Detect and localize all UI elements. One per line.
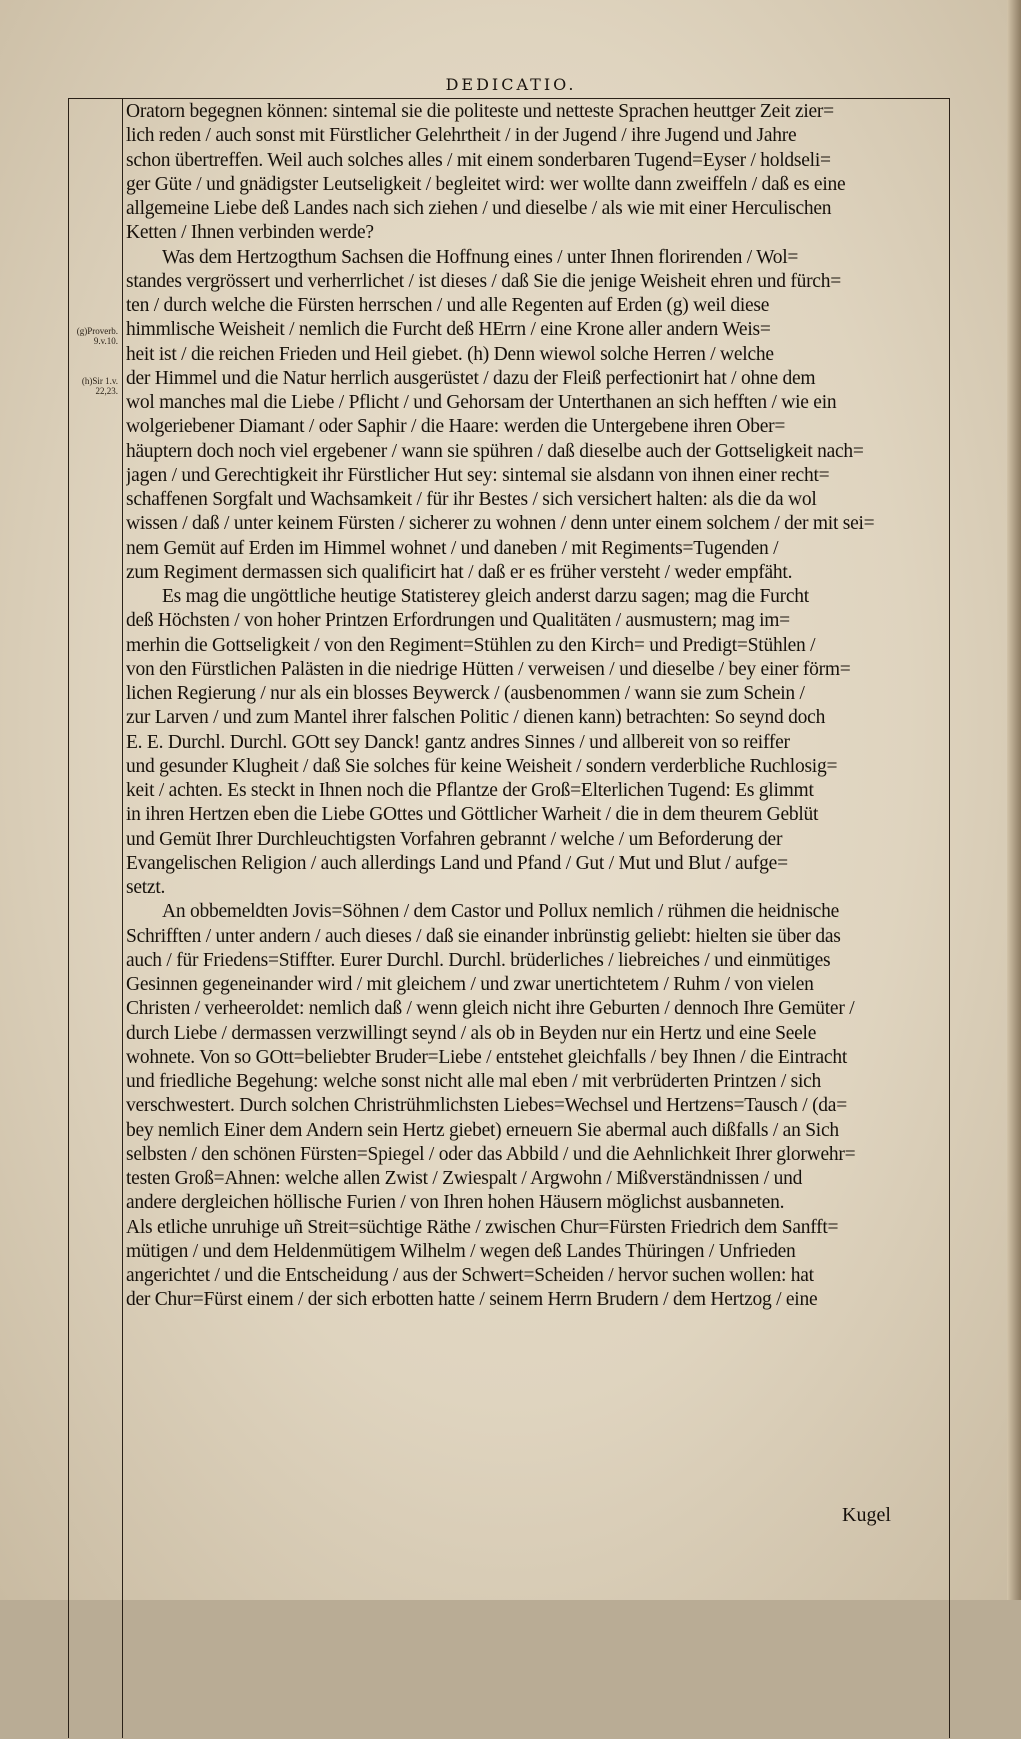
running-header: DEDICATIO. xyxy=(445,75,577,94)
text-line: himmlische Weisheit / nemlich die Furcht deß HErrn / eine Krone aller andern Weis= xyxy=(126,319,771,341)
text-line: und gesunder Klugheit / daß Sie solches für keine Weisheit / sondern verderbliche Ruchlosig= xyxy=(126,755,838,777)
text-line: auch / für Friedens=Stiffter. Eurer Durchl. Durchl. brüderliches / liebreiches / und einmütiges xyxy=(126,949,831,971)
text-line: von den Fürstlichen Palästen in die niedrige Hütten / verweisen / und dieselbe / bey einer förm= xyxy=(126,658,851,680)
text-line: lich reden / auch sonst mit Fürstlicher Gelehrtheit / in der Jugend / ihre Jugend und Jahre xyxy=(126,125,797,147)
text-line: wolgeriebener Diamant / oder Saphir / die Haare: werden die Untergebene ihren Ober= xyxy=(126,416,786,438)
text-line: der Chur=Fürst einem / der sich erbotten hatte / seinem Herrn Brudern / dem Hertzog / eine xyxy=(126,1289,818,1311)
text-line: Gesinnen gegeneinander wird / mit gleichem / und zwar unertichtetem / Ruhm / von vielen xyxy=(126,974,814,995)
text-line: angerichtet / und die Entscheidung / aus der Schwert=Scheiden / hervor suchen wollen: hat xyxy=(126,1265,814,1286)
text-line: häuptern doch noch viel ergebener / wann sie spühren / daß dieselbe auch der Gottseligkeit nach= xyxy=(126,440,864,462)
text-line: verschwestert. Durch solchen Christrühmlichsten Liebes=Wechsel und Hertzens=Tausch / (da= xyxy=(126,1095,847,1117)
margin-rule xyxy=(122,98,123,1738)
text-line: merhin die Gottseligkeit / von den Regiment=Stühlen zu den Kirch= und Predigt=Stühlen / xyxy=(126,634,816,656)
text-line: deß Höchsten / von hoher Printzen Erfordrungen und Qualitäten / ausmustern; mag im= xyxy=(126,610,790,632)
text-line: Was dem Hertzogthum Sachsen die Hoffnung eines / unter Ihnen florirenden / Wol= xyxy=(162,246,799,268)
catchword: Kugel xyxy=(842,1504,891,1526)
text-line: An obbemeldten Jovis=Söhnen / dem Castor und Pollux nemlich / rühmen die heidnische xyxy=(162,901,839,923)
text-line: E. E. Durchl. Durchl. GOtt sey Danck! gantz andres Sinnes / und allbereit von so reiffer xyxy=(126,731,790,753)
frame-right-rule xyxy=(949,98,950,1738)
text-line: heit ist / die reichen Frieden und Heil giebet. (h) Denn wiewol solche Herren / welche xyxy=(126,343,774,365)
text-line: und friedliche Begehung: welche sonst nicht alle mal eben / mit verbrüderten Printzen / sich xyxy=(126,1071,822,1092)
text-line: in ihren Hertzen eben die Liebe GOttes und Göttlicher Warheit / die in dem theurem Geblüt xyxy=(126,804,819,826)
page-edge xyxy=(1007,0,1021,1600)
text-line: nem Gemüt auf Erden im Himmel wohnet / und daneben / mit Regiments=Tugenden / xyxy=(126,537,779,559)
text-line: setzt. xyxy=(126,877,166,898)
text-line: und Gemüt Ihrer Durchleuchtigsten Vorfahren gebrannt / welche / um Beforderung der xyxy=(126,828,783,850)
text-line: ger Güte / und gnädigster Leutseligkeit / begleitet wird: wer wollte dann zweiffeln / daß es eine xyxy=(126,173,846,195)
text-line: mütigen / und dem Heldenmütigem Wilhelm / wegen deß Landes Thüringen / Unfrieden xyxy=(126,1240,796,1262)
text-line: lichen Regierung / nur als ein blosses Beywerck / (ausbenommen / wann sie zum Schein / xyxy=(126,683,805,704)
text-line: schaffenen Sorgfalt und Wachsamkeit / für ihr Bestes / sich versichert halten: als die da wol xyxy=(126,489,817,510)
margin-note: (h)Sir 1.v. 22,23. xyxy=(81,376,118,396)
text-line: wol manches mal die Liebe / Pflicht / und Gehorsam der Unterthanen an sich hefften / wie ein xyxy=(126,392,837,413)
text-line: Evangelischen Religion / auch allerdings Land und Pfand / Gut / Mut und Blut / aufge= xyxy=(126,852,788,874)
text-line: durch Liebe / dermassen verzwillingt seynd / als ob in Beyden nur ein Hertz und eine Seele xyxy=(126,1022,817,1044)
text-line: Schrifften / unter andern / auch dieses / daß sie einander inbrünstig geliebt: hielten sie über das xyxy=(126,925,841,947)
text-line: Es mag die ungöttliche heutige Statisterey gleich anderst darzu sagen; mag die Furcht xyxy=(162,586,809,607)
text-line: zur Larven / und zum Mantel ihrer falschen Politic / dienen kann) betrachten: So seynd doch xyxy=(126,707,826,729)
text-line: Ketten / Ihnen verbinden werde? xyxy=(126,222,374,244)
text-line: wissen / daß / unter keinem Fürsten / sicherer zu wohnen / denn unter einem solchem / der mit sei= xyxy=(126,513,875,535)
text-line: andere dergleichen höllische Furien / von Ihren hohen Häusern möglichst ausbanneten. xyxy=(126,1192,785,1214)
text-line: standes vergrössert und verherrlichet / ist dieses / daß Sie die jenige Weisheit ehren und fürch= xyxy=(126,270,841,292)
text-line: testen Groß=Ahnen: welche allen Zwist / Zwiespalt / Argwohn / Mißverständnissen / und xyxy=(126,1168,803,1189)
text-line: allgemeine Liebe deß Landes nach sich ziehen / und dieselbe / als wie mit einer Herculischen xyxy=(126,198,832,219)
text-line: ten / durch welche die Fürsten herrschen / und alle Regenten auf Erden (g) weil diese xyxy=(126,295,770,316)
text-line: Als etliche unruhige uñ Streit=süchtige Räthe / zwischen Chur=Fürsten Friedrich dem Sanfft= xyxy=(126,1216,839,1238)
margin-note: (g)Proverb. 9.v.10. xyxy=(76,326,118,346)
text-line: bey nemlich Einer dem Andern sein Hertz giebet) erneuern Sie abermal auch dißfalls / an Sich xyxy=(126,1119,839,1141)
body-text xyxy=(126,100,948,1313)
text-line: zum Regiment dermassen sich qualificirt hat / daß er es früher versteht / weder empfäht. xyxy=(126,561,793,583)
text-line: selbsten / den schönen Fürsten=Spiegel / oder das Abbild / und die Aehnlichkeit Ihrer glorwehr= xyxy=(126,1143,856,1165)
text-line: wohnete. Von so GOtt=beliebter Bruder=Liebe / entstehet gleichfalls / bey Ihnen / die Eintracht xyxy=(126,1046,847,1068)
text-line: der Himmel und die Natur herrlich ausgerüstet / dazu der Fleiß perfectionirt hat / ohne dem xyxy=(126,367,816,389)
text-line: keit / achten. Es steckt in Ihnen noch die Pflantze der Groß=Elterlichen Tugend: Es glimmt xyxy=(126,780,814,801)
text-line: jagen / und Gerechtigkeit ihr Fürstlicher Hut sey: sintemal sie alsdann von ihnen einer recht= xyxy=(126,464,830,486)
text-line: schon übertreffen. Weil auch solches alles / mit einem sonderbaren Tugend=Eyser / holdseli= xyxy=(126,149,831,171)
text-line: Oratorn begegnen können: sintemal sie die politeste und netteste Sprachen heuttger Zeit zier= xyxy=(126,101,834,122)
text-line: Christen / verheeroldet: nemlich daß / wenn gleich nicht ihre Geburten / dennoch Ihre Gemüter / xyxy=(126,998,855,1020)
